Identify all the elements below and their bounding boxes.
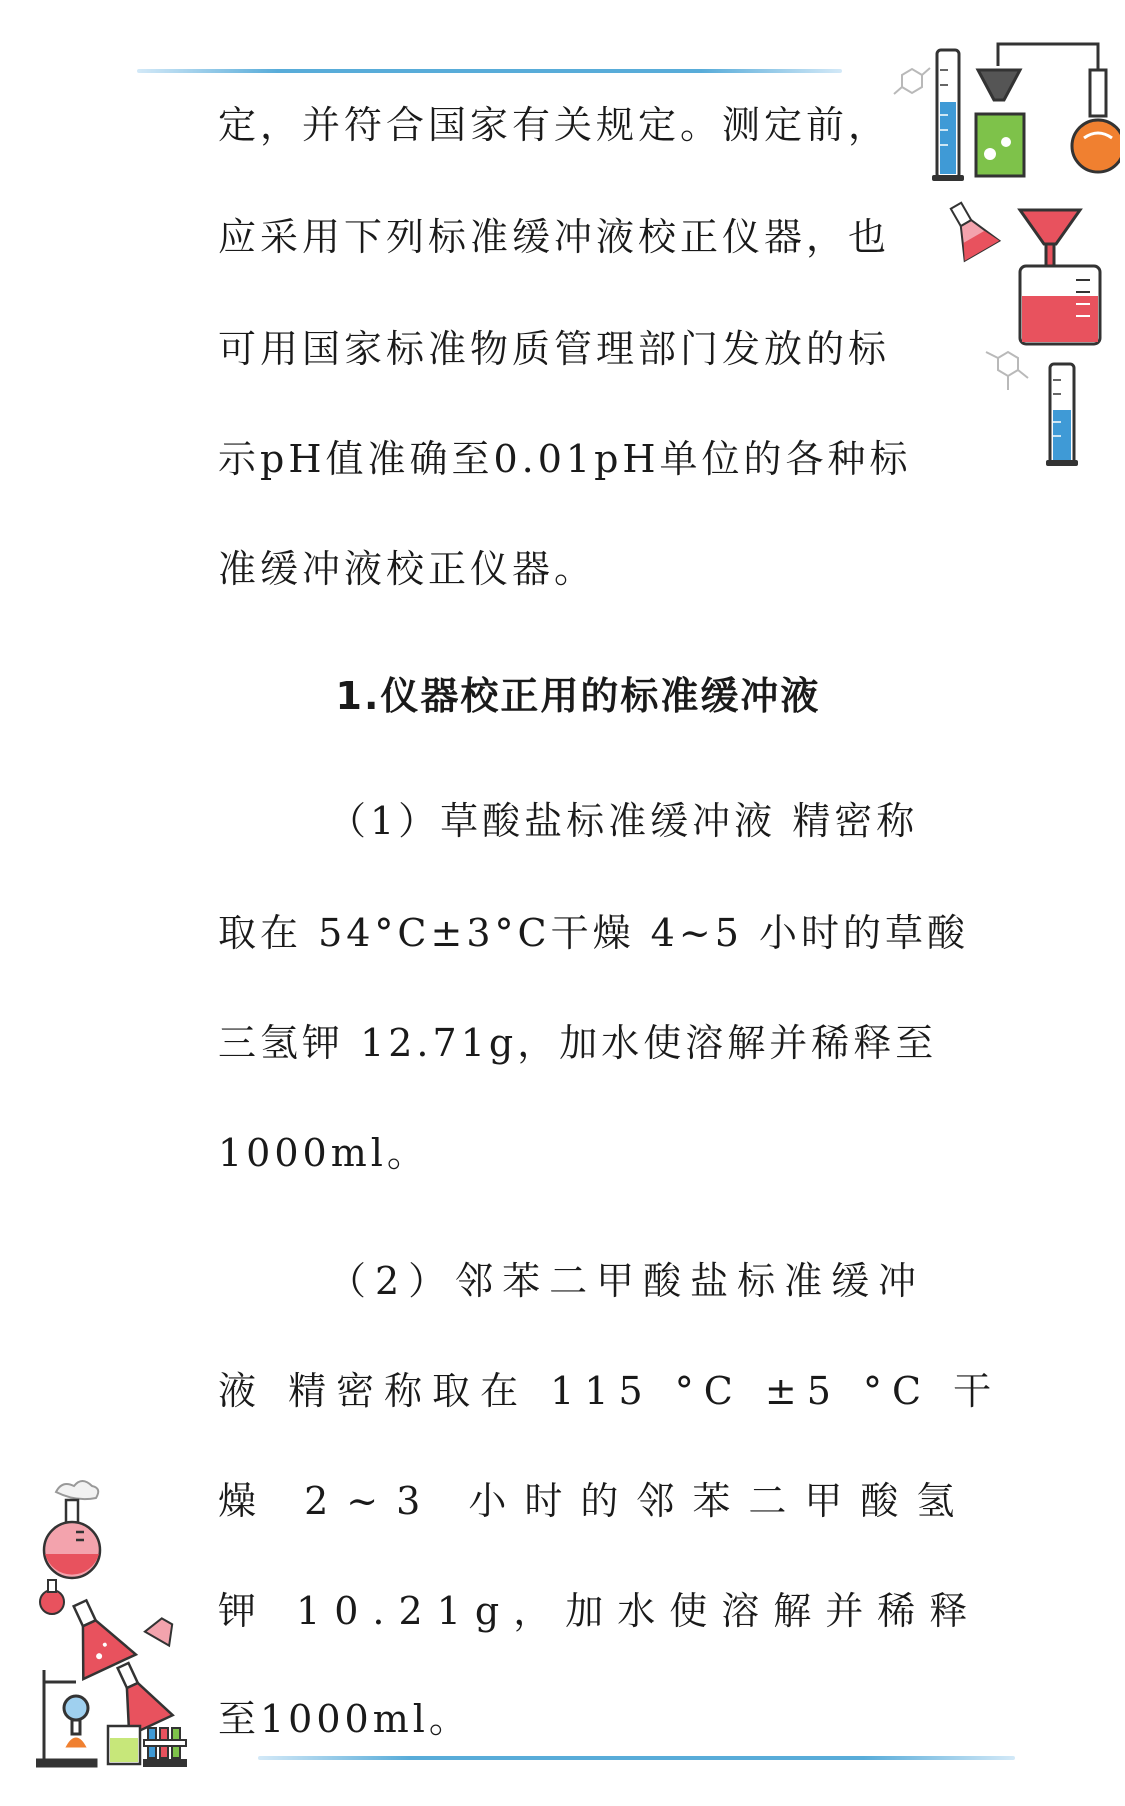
- round-flask-icon: [44, 1500, 100, 1578]
- paragraph-line: 至1000ml。: [218, 1697, 471, 1741]
- paragraph-line: 三氢钾 12.71g，加水使溶解并稀释至: [218, 1021, 938, 1065]
- ring-stand-icon: [36, 1670, 96, 1766]
- paragraph-line: 定，并符合国家有关规定。测定前，: [218, 103, 891, 147]
- flask-icon: [939, 196, 1000, 261]
- chemistry-lab-equipment-illustration: [36, 1470, 206, 1770]
- erlenmeyer-flask-icon: [101, 1655, 172, 1735]
- paragraph-line: 应采用下列标准缓冲液校正仪器，也: [218, 215, 891, 259]
- chemistry-glassware-illustration: [880, 30, 1120, 470]
- paragraph-line: 准缓冲液校正仪器。: [218, 547, 597, 591]
- paragraph-line: 可用国家标准物质管理部门发放的标: [218, 327, 891, 371]
- paragraph-line: 燥 2~3 小时的邻苯二甲酸氢: [218, 1479, 973, 1523]
- paragraph-line: 液 精密称取在 115 °C ±5 °C 干: [218, 1369, 1002, 1413]
- paragraph-line: （1）草酸盐标准缓冲液 精密称: [328, 799, 919, 843]
- graduated-cylinder-icon: [1046, 364, 1078, 466]
- distillation-apparatus-icon: [976, 44, 1120, 176]
- flask-icon: [40, 1580, 64, 1614]
- top-divider-line: [137, 69, 842, 73]
- paragraph-line: 取在 54°C±3°C干燥 4~5 小时的草酸: [218, 911, 969, 955]
- test-tube-rack-icon: [144, 1728, 186, 1766]
- flask-icon: [145, 1614, 179, 1645]
- paragraph-line: 1000ml。: [218, 1131, 429, 1175]
- bottom-divider-line: [258, 1756, 1015, 1760]
- funnel-beaker-icon: [1020, 210, 1100, 344]
- paragraph-line: 钾 10.21g，加水使溶解并稀释: [218, 1589, 982, 1633]
- section-heading: 1.仪器校正用的标准缓冲液: [335, 674, 821, 718]
- paragraph-line: （2）邻苯二甲酸盐标准缓冲: [328, 1259, 926, 1303]
- paragraph-line: 示pH值准确至0.01pH单位的各种标: [218, 437, 912, 481]
- graduated-cylinder-icon: [932, 50, 964, 181]
- beaker-icon: [108, 1726, 140, 1764]
